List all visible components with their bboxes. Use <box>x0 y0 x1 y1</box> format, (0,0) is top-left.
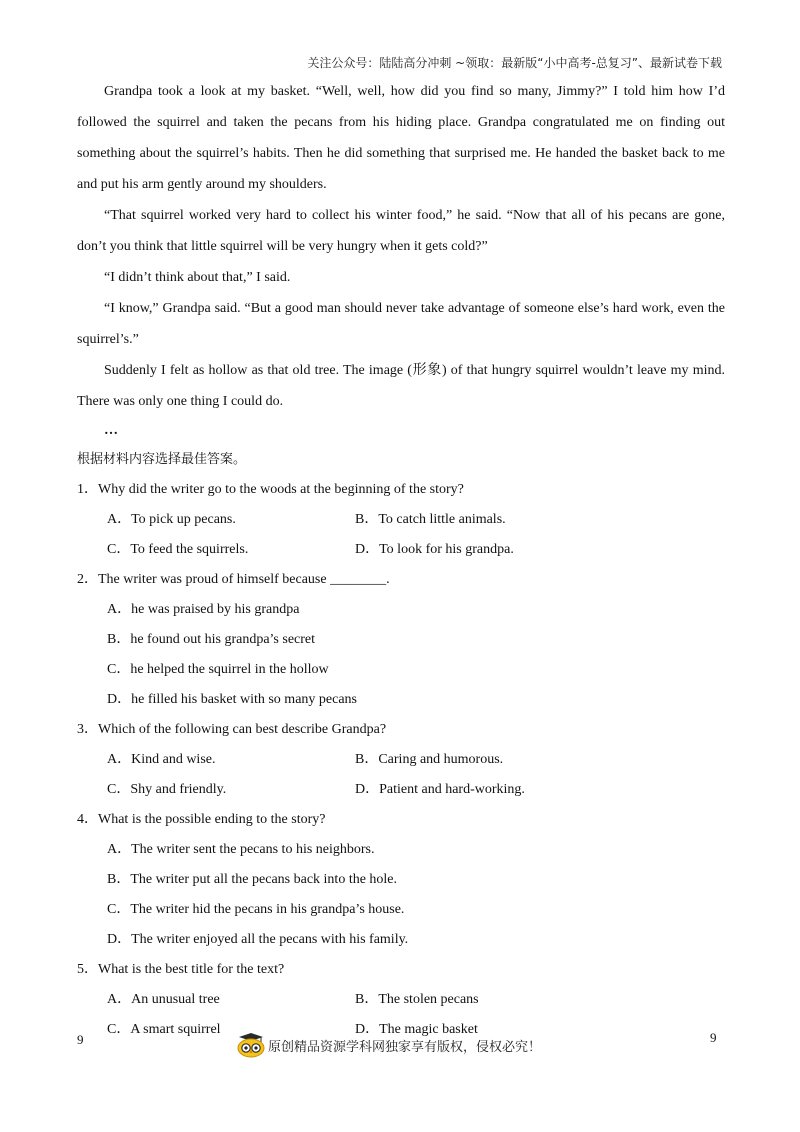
option-a: A．To pick up pecans. <box>107 512 236 527</box>
question-stem: 5．What is the best title for the text? <box>77 962 285 977</box>
option-d: D．To look for his grandpa. <box>355 542 514 557</box>
option-d: D．he filled his basket with so many pecans <box>107 692 358 707</box>
page-number-right: 9 <box>710 1030 717 1045</box>
footer-copyright <box>236 1032 541 1058</box>
option-d: D．The magic basket <box>355 1022 478 1037</box>
option-c: C．The writer hid the pecans in his grandpa’s house. <box>107 902 405 917</box>
option-b: B．To catch little animals. <box>355 512 506 527</box>
mascot-owl-icon <box>236 1032 266 1058</box>
option-d: D．The writer enjoyed all the pecans with his family. <box>107 932 409 947</box>
passage-paragraph: “That squirrel worked very hard to collect his winter food,” he said. “Now that all of his pecans are gone, don’t you think that little squirrel will be very hungry when it gets cold?” <box>77 208 725 254</box>
page-number-left: 9 <box>77 1032 84 1047</box>
options <box>77 745 725 805</box>
copyright-text: 原创精品资源学科网独家享有版权，侵权必究！ <box>268 1039 542 1055</box>
option-a: A．An unusual tree <box>107 992 220 1007</box>
option-c: C．To feed the squirrels. <box>107 542 249 557</box>
passage-paragraph: “I didn’t think about that,” I said. <box>104 270 291 285</box>
options <box>77 595 725 715</box>
question-1 <box>77 475 725 565</box>
options <box>77 835 725 955</box>
option-b: B．The stolen pecans <box>355 992 479 1007</box>
question-3 <box>77 715 725 805</box>
passage-paragraph: Grandpa took a look at my basket. “Well, well, how did you find so many, Jimmy?” I told him how I’d followed the squirrel and taken the pecans from his hiding place. Grandpa congratulated me on finding out something about the squirrel’s habits. Then he did something that surprised me. He handed the basket back to me and put his arm gently around my shoulders. <box>77 84 725 192</box>
option-b: B．Caring and humorous. <box>355 752 504 767</box>
passage-paragraph: Suddenly I felt as hollow as that old tree. The image (形象) of that hungry squirrel wouldn’t leave my mind. There was only one thing I could do. <box>77 363 725 409</box>
page-header: 关注公众号：陆陆高分冲刺 ~领取：最新版“小中高考-总复习”、最新试卷下载 <box>307 56 722 70</box>
option-c: C．Shy and friendly. <box>107 782 227 797</box>
option-d: D．Patient and hard-working. <box>355 782 525 797</box>
document-body <box>77 76 725 1045</box>
instruction: 根据材料内容选择最佳答案。 <box>77 452 247 467</box>
option-b: B．he found out his grandpa’s secret <box>107 632 316 647</box>
option-b: B．The writer put all the pecans back into the hole. <box>107 872 398 887</box>
question-4 <box>77 805 725 955</box>
question-stem: 1．Why did the writer go to the woods at the beginning of the story? <box>77 482 464 497</box>
options <box>77 505 725 565</box>
option-a: A．he was praised by his grandpa <box>107 602 300 617</box>
option-c: C．A smart squirrel <box>107 1022 221 1037</box>
question-stem: 2．The writer was proud of himself because ________. <box>77 572 390 587</box>
question-stem: 3．Which of the following can best describe Grandpa? <box>77 722 387 737</box>
passage-paragraph: “I know,” Grandpa said. “But a good man should never take advantage of someone else’s hard work, even the squirrel’s.” <box>77 301 725 347</box>
question-2 <box>77 565 725 715</box>
question-stem: 4．What is the possible ending to the story? <box>77 812 326 827</box>
passage-ellipsis: … <box>104 423 119 438</box>
option-c: C．he helped the squirrel in the hollow <box>107 662 329 677</box>
option-a: A．The writer sent the pecans to his neighbors. <box>107 842 375 857</box>
option-a: A．Kind and wise. <box>107 752 216 767</box>
